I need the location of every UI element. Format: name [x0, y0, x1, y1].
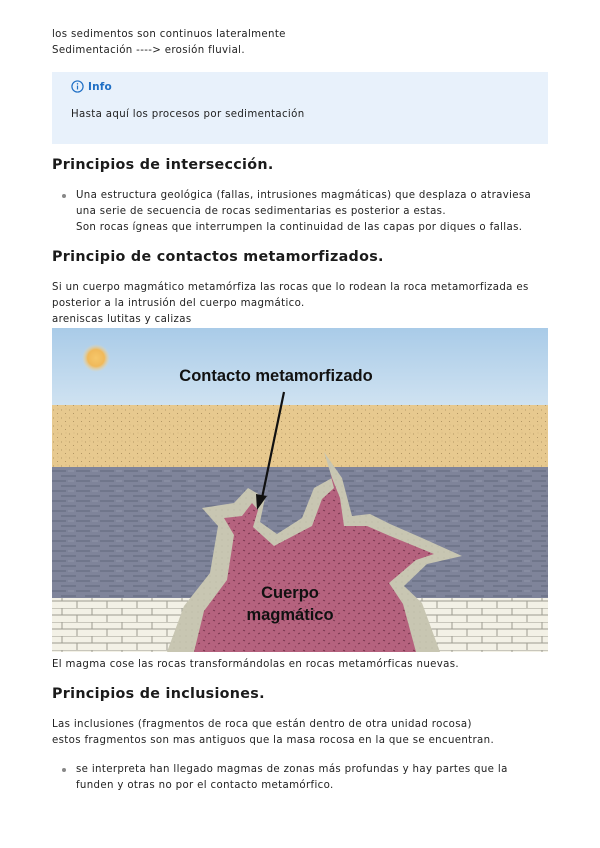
figure-caption: El magma cose las rocas transformándolas en rocas metamórficas nuevas.	[52, 659, 459, 670]
figure-label-contact: Contacto metamorfizado	[179, 367, 373, 385]
list-item	[52, 188, 552, 236]
list-item-line: una serie de secuencia de rocas sedimentarias es posterior a estas.	[76, 206, 446, 217]
metamorphic-contact-illustration	[52, 328, 548, 652]
intro-text	[52, 27, 286, 59]
callout-body: Hasta aquí los procesos por sedimentación	[71, 109, 305, 120]
section-heading-inclusions: Principios de inclusiones.	[52, 686, 265, 702]
callout-title: Info	[88, 80, 112, 93]
info-callout	[52, 72, 548, 144]
list-item-line: funden y otras no por el contacto metamórfico.	[76, 780, 334, 791]
contacts-paragraph	[52, 280, 529, 328]
callout-header	[71, 80, 112, 93]
figure-label-body: magmático	[246, 606, 334, 624]
figure-label-body: Cuerpo	[261, 584, 319, 602]
sandstone-layer	[52, 405, 548, 467]
paragraph-line: posterior a la intrusión del cuerpo magmático.	[52, 298, 305, 309]
section-heading-intersection: Principios de intersección.	[52, 157, 274, 173]
intro-line: Sedimentación ----> erosión fluvial.	[52, 45, 245, 56]
info-icon	[71, 80, 84, 93]
paragraph-line: areniscas lutitas y calizas	[52, 314, 192, 325]
paragraph-line: Si un cuerpo magmático metamórfiza las rocas que lo rodean la roca metamorfizada es	[52, 282, 529, 293]
list-item-line: Una estructura geológica (fallas, intrusiones magmáticas) que desplaza o atraviesa	[76, 190, 532, 201]
list-item	[52, 762, 552, 794]
paragraph-line: Las inclusiones (fragmentos de roca que están dentro de otra unidad rocosa)	[52, 719, 472, 730]
list-item-line: se interpreta han llegado magmas de zonas más profundas y hay partes que la	[76, 764, 508, 775]
inclusions-list	[52, 762, 552, 794]
list-item-line: Son rocas ígneas que interrumpen la continuidad de las capas por diques o fallas.	[76, 222, 523, 233]
intersection-list	[52, 188, 552, 236]
bullet-icon	[62, 194, 66, 198]
paragraph-line: estos fragmentos son mas antiguos que la masa rocosa en la que se encuentran.	[52, 735, 495, 746]
intro-line: los sedimentos son continuos lateralmente	[52, 29, 286, 40]
section-heading-contacts: Principio de contactos metamorfizados.	[52, 249, 384, 265]
bullet-icon	[62, 768, 66, 772]
sun-icon	[82, 344, 110, 372]
inclusions-paragraph	[52, 717, 494, 749]
